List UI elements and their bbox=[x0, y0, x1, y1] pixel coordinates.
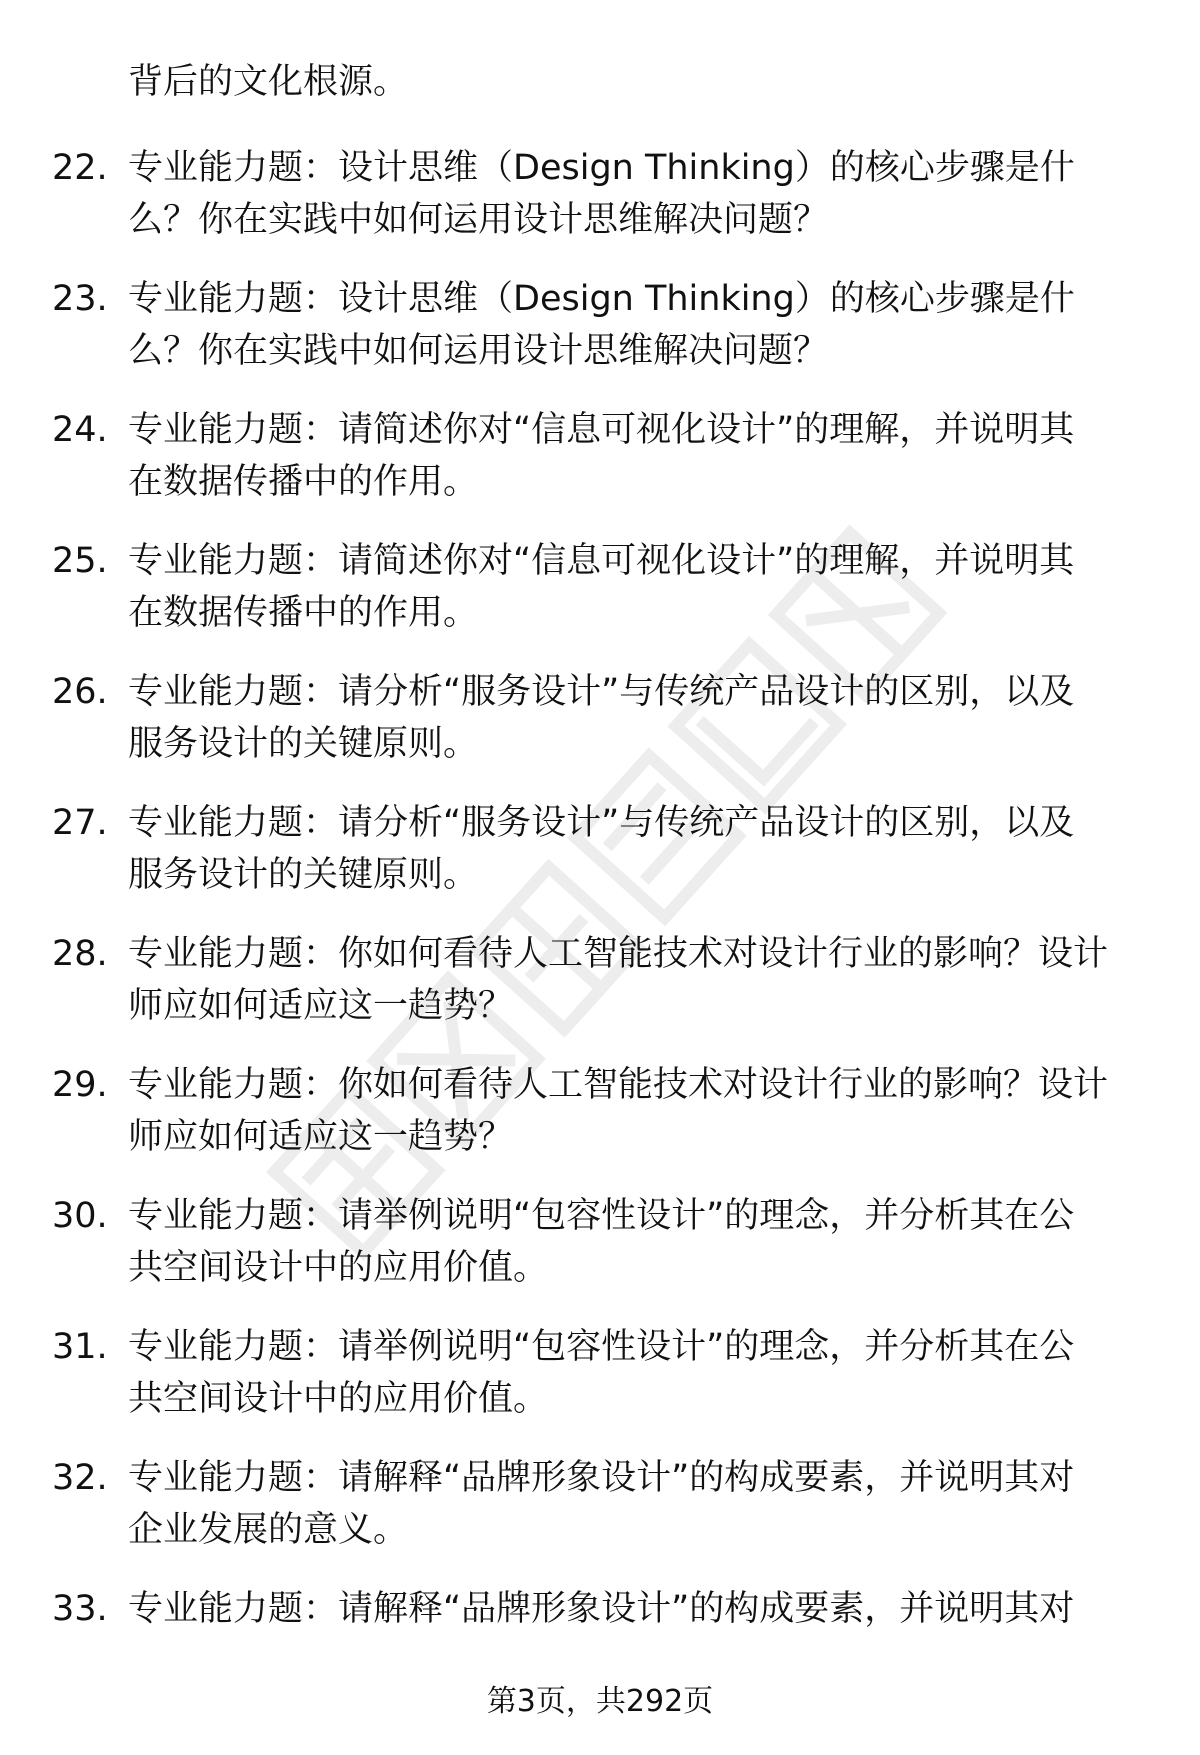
question-text-line: 师应如何适应这一趋势？ bbox=[128, 986, 514, 1026]
question-text-line: 么？你在实践中如何运用设计思维解决问题？ bbox=[128, 200, 829, 240]
question-text bbox=[128, 1190, 1138, 1294]
question-item bbox=[0, 1059, 1200, 1190]
question-number: 31. bbox=[52, 1327, 108, 1367]
question-text-line: 专业能力题：请简述你对“信息可视化设计”的理解，并说明其 bbox=[128, 410, 1075, 450]
question-item bbox=[0, 273, 1200, 404]
question-text-line: 专业能力题：请分析“服务设计”与传统产品设计的区别，以及 bbox=[128, 803, 1075, 843]
question-text-line: 么？你在实践中如何运用设计思维解决问题？ bbox=[128, 331, 829, 371]
question-number: 32. bbox=[52, 1458, 108, 1498]
question-text-line: 专业能力题：设计思维（Design Thinking）的核心步骤是什 bbox=[128, 148, 1075, 188]
question-text-line: 在数据传播中的作用。 bbox=[128, 593, 479, 633]
question-text-line: 专业能力题：你如何看待人工智能技术对设计行业的影响？设计 bbox=[128, 934, 1109, 974]
question-number: 28. bbox=[52, 934, 108, 974]
question-text-line: 师应如何适应这一趋势？ bbox=[128, 1117, 514, 1157]
question-item bbox=[0, 535, 1200, 666]
question-number: 26. bbox=[52, 672, 108, 712]
question-text-line: 专业能力题：请分析“服务设计”与传统产品设计的区别，以及 bbox=[128, 672, 1075, 712]
question-number: 29. bbox=[52, 1065, 108, 1105]
question-text-line: 专业能力题：请解释“品牌形象设计”的构成要素，并说明其对 bbox=[128, 1589, 1075, 1629]
question-number: 30. bbox=[52, 1196, 108, 1236]
question-text-line: 专业能力题：你如何看待人工智能技术对设计行业的影响？设计 bbox=[128, 1065, 1109, 1105]
question-text bbox=[128, 1059, 1138, 1163]
question-item bbox=[0, 1321, 1200, 1452]
question-number: 25. bbox=[52, 541, 108, 581]
question-text bbox=[128, 797, 1138, 901]
question-number: 22. bbox=[52, 148, 108, 188]
question-text bbox=[128, 1452, 1138, 1556]
question-text-line: 共空间设计中的应用价值。 bbox=[128, 1379, 549, 1419]
question-text bbox=[128, 535, 1138, 639]
question-item bbox=[0, 1452, 1200, 1583]
question-item bbox=[0, 404, 1200, 535]
question-list bbox=[0, 142, 1200, 1714]
question-number: 33. bbox=[52, 1589, 108, 1629]
question-text-line: 专业能力题：请解释“品牌形象设计”的构成要素，并说明其对 bbox=[128, 1458, 1075, 1498]
question-number: 23. bbox=[52, 279, 108, 319]
question-text bbox=[128, 404, 1138, 508]
question-text bbox=[128, 1583, 1138, 1635]
question-number: 27. bbox=[52, 803, 108, 843]
question-text-line: 在数据传播中的作用。 bbox=[128, 462, 479, 502]
question-text-line: 服务设计的关键原则。 bbox=[128, 724, 479, 764]
question-text-line: 专业能力题：请简述你对“信息可视化设计”的理解，并说明其 bbox=[128, 541, 1075, 581]
question-item bbox=[0, 666, 1200, 797]
question-text-line: 企业发展的意义。 bbox=[128, 1510, 409, 1550]
question-text-line: 专业能力题：请举例说明“包容性设计”的理念，并分析其在公 bbox=[128, 1196, 1075, 1236]
question-item bbox=[0, 1190, 1200, 1321]
question-text bbox=[128, 273, 1138, 377]
question-text bbox=[128, 666, 1138, 770]
question-text-line: 专业能力题：请举例说明“包容性设计”的理念，并分析其在公 bbox=[128, 1327, 1075, 1367]
question-item bbox=[0, 142, 1200, 273]
question-text-line: 服务设计的关键原则。 bbox=[128, 855, 479, 895]
question-item bbox=[0, 797, 1200, 928]
question-text bbox=[128, 928, 1138, 1032]
question-number: 24. bbox=[52, 410, 108, 450]
question-text bbox=[128, 142, 1138, 246]
question-text bbox=[128, 1321, 1138, 1425]
question-text-line: 专业能力题：设计思维（Design Thinking）的核心步骤是什 bbox=[128, 279, 1075, 319]
continuation-text: 背后的文化根源。 bbox=[128, 62, 409, 102]
page-number-footer: 第3页，共292页 bbox=[486, 1684, 714, 1719]
question-item bbox=[0, 928, 1200, 1059]
question-text-line: 共空间设计中的应用价值。 bbox=[128, 1248, 549, 1288]
